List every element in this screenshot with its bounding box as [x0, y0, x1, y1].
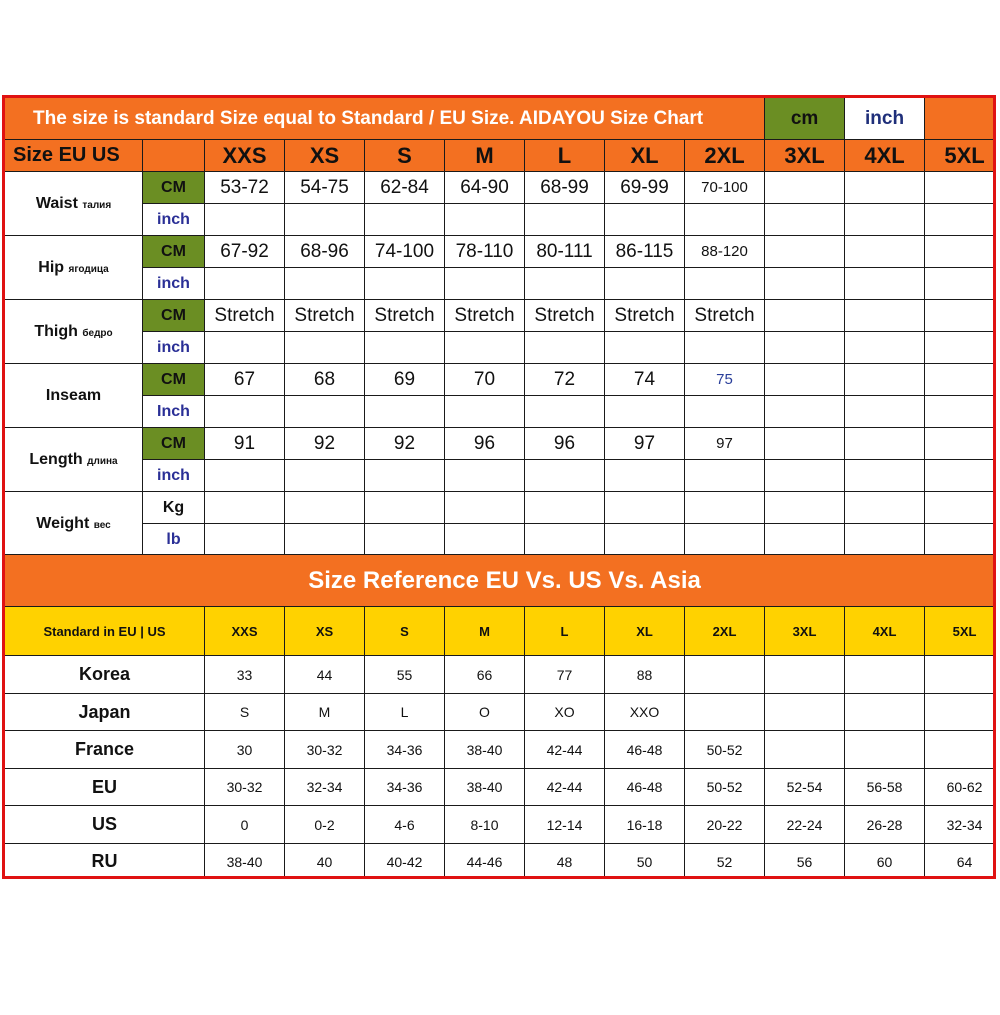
value-cell — [445, 332, 525, 364]
value-cell — [445, 524, 525, 556]
reference-cell: O — [445, 694, 525, 731]
reference-cell: 60 — [845, 844, 925, 880]
reference-cell: 60-62 — [925, 769, 997, 806]
value-cell — [765, 396, 845, 428]
reference-cell: 38-40 — [445, 731, 525, 769]
value-cell — [605, 492, 685, 524]
reference-cell: 40-42 — [365, 844, 445, 880]
value-cell — [845, 492, 925, 524]
value-cell — [525, 332, 605, 364]
reference-cell: 4-6 — [365, 806, 445, 844]
reference-cell: 44 — [285, 656, 365, 694]
value-cell: Stretch — [205, 300, 285, 332]
reference-cell: 50-52 — [685, 769, 765, 806]
value-cell — [765, 204, 845, 236]
reference-cell: 40 — [285, 844, 365, 880]
measurement-label — [5, 300, 143, 364]
value-cell — [765, 428, 845, 460]
value-cell: 97 — [605, 428, 685, 460]
value-cell — [925, 172, 996, 204]
value-cell — [285, 332, 365, 364]
value-cell — [765, 460, 845, 492]
value-cell — [285, 460, 365, 492]
value-cell: 92 — [285, 428, 365, 460]
value-cell: 75 — [685, 364, 765, 396]
measurement-row-length — [5, 428, 997, 460]
value-cell: 97 — [685, 428, 765, 460]
reference-header-row — [5, 607, 997, 656]
value-cell — [685, 524, 765, 556]
country-label: Japan — [5, 694, 205, 731]
measurement-row-thigh — [5, 300, 997, 332]
value-cell: 53-72 — [205, 172, 285, 204]
value-cell: 74 — [605, 364, 685, 396]
measurement-sub: ягодица — [68, 263, 109, 275]
reference-cell: XO — [525, 694, 605, 731]
value-cell — [845, 236, 925, 268]
reference-cell: 52 — [685, 844, 765, 880]
size-header-cell: M — [445, 140, 525, 172]
value-cell — [525, 524, 605, 556]
value-cell — [685, 492, 765, 524]
value-cell — [925, 332, 996, 364]
measurement-sub: талия — [82, 199, 112, 211]
size-chart-frame — [2, 95, 996, 879]
reference-cell: 34-36 — [365, 731, 445, 769]
measurement-name: Weight — [36, 514, 90, 532]
size-header-cell: S — [365, 140, 445, 172]
measurement-label — [5, 428, 143, 492]
value-cell — [685, 460, 765, 492]
reference-cell: 32-34 — [925, 806, 997, 844]
value-cell: 67-92 — [205, 236, 285, 268]
reference-cell: 0 — [205, 806, 285, 844]
value-cell — [205, 396, 285, 428]
value-cell — [205, 524, 285, 556]
value-cell — [525, 492, 605, 524]
value-cell: 69-99 — [605, 172, 685, 204]
value-cell — [365, 524, 445, 556]
reference-cell: 38-40 — [205, 844, 285, 880]
value-cell — [205, 332, 285, 364]
chart-title-row — [5, 98, 997, 140]
measurement-row-thigh-inch — [5, 332, 997, 364]
reference-cell: 30-32 — [285, 731, 365, 769]
value-cell — [845, 300, 925, 332]
value-cell — [925, 524, 996, 556]
reference-cell — [765, 731, 845, 769]
size-header-cell: 4XL — [845, 140, 925, 172]
value-cell — [365, 396, 445, 428]
unit-cm-cell: CM — [143, 364, 205, 396]
reference-cell: 52-54 — [765, 769, 845, 806]
reference-header-label: Standard in EU | US — [5, 607, 205, 656]
country-label: RU — [5, 844, 205, 880]
size-header-cell: XXS — [205, 140, 285, 172]
value-cell — [525, 460, 605, 492]
value-cell — [605, 204, 685, 236]
value-cell — [285, 268, 365, 300]
size-header-spacer — [143, 140, 205, 172]
reference-cell — [845, 656, 925, 694]
reference-row-france — [5, 731, 997, 769]
value-cell — [445, 204, 525, 236]
value-cell: 78-110 — [445, 236, 525, 268]
unit-inch-cell: inch — [143, 204, 205, 236]
reference-cell: 12-14 — [525, 806, 605, 844]
unit-lb-cell: lb — [143, 524, 205, 556]
value-cell — [605, 396, 685, 428]
value-cell — [925, 236, 996, 268]
reference-cell — [925, 656, 997, 694]
reference-cell: 55 — [365, 656, 445, 694]
reference-size-cell: L — [525, 607, 605, 656]
value-cell — [285, 524, 365, 556]
reference-title: Size Reference EU Vs. US Vs. Asia — [5, 555, 997, 607]
value-cell — [605, 460, 685, 492]
value-cell — [445, 396, 525, 428]
unit-cm-label: cm — [765, 98, 845, 140]
value-cell — [925, 492, 996, 524]
measurement-row-inseam-inch — [5, 396, 997, 428]
value-cell — [365, 204, 445, 236]
value-cell: 96 — [525, 428, 605, 460]
size-chart-table — [4, 97, 996, 556]
value-cell — [765, 172, 845, 204]
value-cell — [925, 364, 996, 396]
value-cell: Stretch — [285, 300, 365, 332]
reference-cell: 77 — [525, 656, 605, 694]
value-cell — [285, 492, 365, 524]
reference-cell — [845, 731, 925, 769]
value-cell: 62-84 — [365, 172, 445, 204]
value-cell — [925, 428, 996, 460]
reference-cell: 56 — [765, 844, 845, 880]
value-cell: Stretch — [365, 300, 445, 332]
measurement-sub: бедро — [82, 327, 113, 339]
unit-inch-label: inch — [845, 98, 925, 140]
measurement-row-waist — [5, 172, 997, 204]
value-cell: 69 — [365, 364, 445, 396]
value-cell: 54-75 — [285, 172, 365, 204]
measurement-row-waist-inch — [5, 204, 997, 236]
measurement-row-length-inch — [5, 460, 997, 492]
value-cell: 91 — [205, 428, 285, 460]
reference-cell: 56-58 — [845, 769, 925, 806]
unit-cm-cell: CM — [143, 236, 205, 268]
measurement-row-weight — [5, 492, 997, 524]
unit-inch-cell: inch — [143, 460, 205, 492]
reference-cell: 16-18 — [605, 806, 685, 844]
value-cell — [925, 300, 996, 332]
measurement-label — [5, 492, 143, 556]
value-cell: 68-96 — [285, 236, 365, 268]
value-cell — [765, 492, 845, 524]
value-cell — [845, 332, 925, 364]
measurement-row-inseam — [5, 364, 997, 396]
value-cell: 64-90 — [445, 172, 525, 204]
value-cell — [285, 204, 365, 236]
reference-cell — [925, 731, 997, 769]
value-cell — [205, 460, 285, 492]
value-cell — [685, 396, 765, 428]
value-cell — [845, 268, 925, 300]
value-cell — [525, 396, 605, 428]
value-cell — [525, 204, 605, 236]
value-cell — [845, 428, 925, 460]
reference-cell: 38-40 — [445, 769, 525, 806]
value-cell — [925, 268, 996, 300]
value-cell — [525, 268, 605, 300]
measurement-row-weight-lb — [5, 524, 997, 556]
reference-cell — [685, 694, 765, 731]
value-cell — [845, 204, 925, 236]
value-cell: 72 — [525, 364, 605, 396]
value-cell — [765, 268, 845, 300]
value-cell — [925, 204, 996, 236]
reference-cell: 64 — [925, 844, 997, 880]
size-eu-us-label: Size EU US — [5, 140, 143, 172]
value-cell: 68 — [285, 364, 365, 396]
value-cell — [845, 524, 925, 556]
value-cell — [765, 236, 845, 268]
reference-size-cell: 4XL — [845, 607, 925, 656]
reference-size-cell: 2XL — [685, 607, 765, 656]
value-cell — [765, 332, 845, 364]
value-cell — [445, 268, 525, 300]
size-header-cell: XL — [605, 140, 685, 172]
reference-cell: 88 — [605, 656, 685, 694]
value-cell — [605, 268, 685, 300]
reference-cell: XXO — [605, 694, 685, 731]
reference-row-japan — [5, 694, 997, 731]
value-cell: Stretch — [685, 300, 765, 332]
reference-cell: 46-48 — [605, 769, 685, 806]
value-cell: 88-120 — [685, 236, 765, 268]
reference-row-ru — [5, 844, 997, 880]
value-cell — [285, 396, 365, 428]
chart-title: The size is standard Size equal to Standard / EU Size. AIDAYOU Size Chart — [5, 98, 765, 140]
reference-size-cell: XS — [285, 607, 365, 656]
value-cell — [845, 364, 925, 396]
unit-inch-cell: inch — [143, 332, 205, 364]
size-header-cell: 2XL — [685, 140, 765, 172]
country-label: France — [5, 731, 205, 769]
reference-size-cell: XL — [605, 607, 685, 656]
unit-cm-cell: CM — [143, 300, 205, 332]
value-cell: 86-115 — [605, 236, 685, 268]
reference-cell: 33 — [205, 656, 285, 694]
value-cell: 74-100 — [365, 236, 445, 268]
reference-cell: 42-44 — [525, 731, 605, 769]
unit-kg-cell: Kg — [143, 492, 205, 524]
reference-cell: 0-2 — [285, 806, 365, 844]
reference-cell: 30 — [205, 731, 285, 769]
measurement-sub: вес — [93, 519, 111, 531]
title-corner — [925, 98, 996, 140]
value-cell: 68-99 — [525, 172, 605, 204]
value-cell — [605, 332, 685, 364]
reference-cell: 48 — [525, 844, 605, 880]
reference-cell — [765, 656, 845, 694]
value-cell — [845, 460, 925, 492]
value-cell — [845, 396, 925, 428]
measurement-label — [5, 236, 143, 300]
value-cell — [925, 460, 996, 492]
country-label: Korea — [5, 656, 205, 694]
value-cell — [445, 492, 525, 524]
reference-cell — [685, 656, 765, 694]
reference-cell: L — [365, 694, 445, 731]
measurement-row-hip — [5, 236, 997, 268]
value-cell — [765, 524, 845, 556]
value-cell — [365, 492, 445, 524]
measurement-label — [5, 364, 143, 428]
reference-cell: 44-46 — [445, 844, 525, 880]
unit-cm-cell: CM — [143, 428, 205, 460]
reference-size-cell: 3XL — [765, 607, 845, 656]
reference-cell: 32-34 — [285, 769, 365, 806]
measurement-name: Thigh — [34, 322, 78, 340]
value-cell — [685, 204, 765, 236]
value-cell: 70 — [445, 364, 525, 396]
reference-cell: 22-24 — [765, 806, 845, 844]
reference-cell — [925, 694, 997, 731]
reference-row-eu — [5, 769, 997, 806]
measurement-name: Length — [29, 450, 83, 468]
value-cell: Stretch — [525, 300, 605, 332]
size-header-cell: L — [525, 140, 605, 172]
value-cell: Stretch — [605, 300, 685, 332]
value-cell — [925, 396, 996, 428]
reference-size-cell: 5XL — [925, 607, 997, 656]
size-reference-table — [4, 554, 996, 879]
reference-cell — [845, 694, 925, 731]
country-label: US — [5, 806, 205, 844]
reference-cell: 50 — [605, 844, 685, 880]
value-cell: 67 — [205, 364, 285, 396]
value-cell — [205, 492, 285, 524]
reference-cell: 20-22 — [685, 806, 765, 844]
reference-title-row — [5, 555, 997, 607]
measurement-name: Hip — [38, 258, 65, 276]
measurement-label — [5, 172, 143, 236]
country-label: EU — [5, 769, 205, 806]
measurement-name: Inseam — [45, 386, 102, 404]
value-cell — [205, 268, 285, 300]
size-header-row — [5, 140, 997, 172]
size-header-cell: XS — [285, 140, 365, 172]
value-cell: 96 — [445, 428, 525, 460]
value-cell — [365, 268, 445, 300]
size-header-cell: 3XL — [765, 140, 845, 172]
reference-cell: 42-44 — [525, 769, 605, 806]
reference-cell: M — [285, 694, 365, 731]
reference-row-korea — [5, 656, 997, 694]
reference-cell: 50-52 — [685, 731, 765, 769]
reference-cell: 8-10 — [445, 806, 525, 844]
value-cell — [365, 332, 445, 364]
value-cell — [205, 204, 285, 236]
reference-row-us — [5, 806, 997, 844]
unit-inch-cell: Inch — [143, 396, 205, 428]
value-cell — [845, 172, 925, 204]
reference-size-cell: S — [365, 607, 445, 656]
value-cell — [445, 460, 525, 492]
unit-inch-cell: inch — [143, 268, 205, 300]
value-cell — [685, 268, 765, 300]
reference-cell: 46-48 — [605, 731, 685, 769]
value-cell: Stretch — [445, 300, 525, 332]
reference-cell: 34-36 — [365, 769, 445, 806]
value-cell — [365, 460, 445, 492]
measurement-name: Waist — [35, 194, 78, 212]
reference-cell: 66 — [445, 656, 525, 694]
value-cell — [685, 332, 765, 364]
measurement-sub: длина — [87, 455, 118, 467]
reference-size-cell: M — [445, 607, 525, 656]
unit-cm-cell: CM — [143, 172, 205, 204]
value-cell — [765, 300, 845, 332]
reference-cell: 30-32 — [205, 769, 285, 806]
reference-cell: S — [205, 694, 285, 731]
value-cell — [765, 364, 845, 396]
reference-cell: 26-28 — [845, 806, 925, 844]
size-header-cell: 5XL — [925, 140, 996, 172]
measurement-row-hip-inch — [5, 268, 997, 300]
value-cell: 80-111 — [525, 236, 605, 268]
reference-cell — [765, 694, 845, 731]
reference-size-cell: XXS — [205, 607, 285, 656]
value-cell: 92 — [365, 428, 445, 460]
value-cell: 70-100 — [685, 172, 765, 204]
value-cell — [605, 524, 685, 556]
